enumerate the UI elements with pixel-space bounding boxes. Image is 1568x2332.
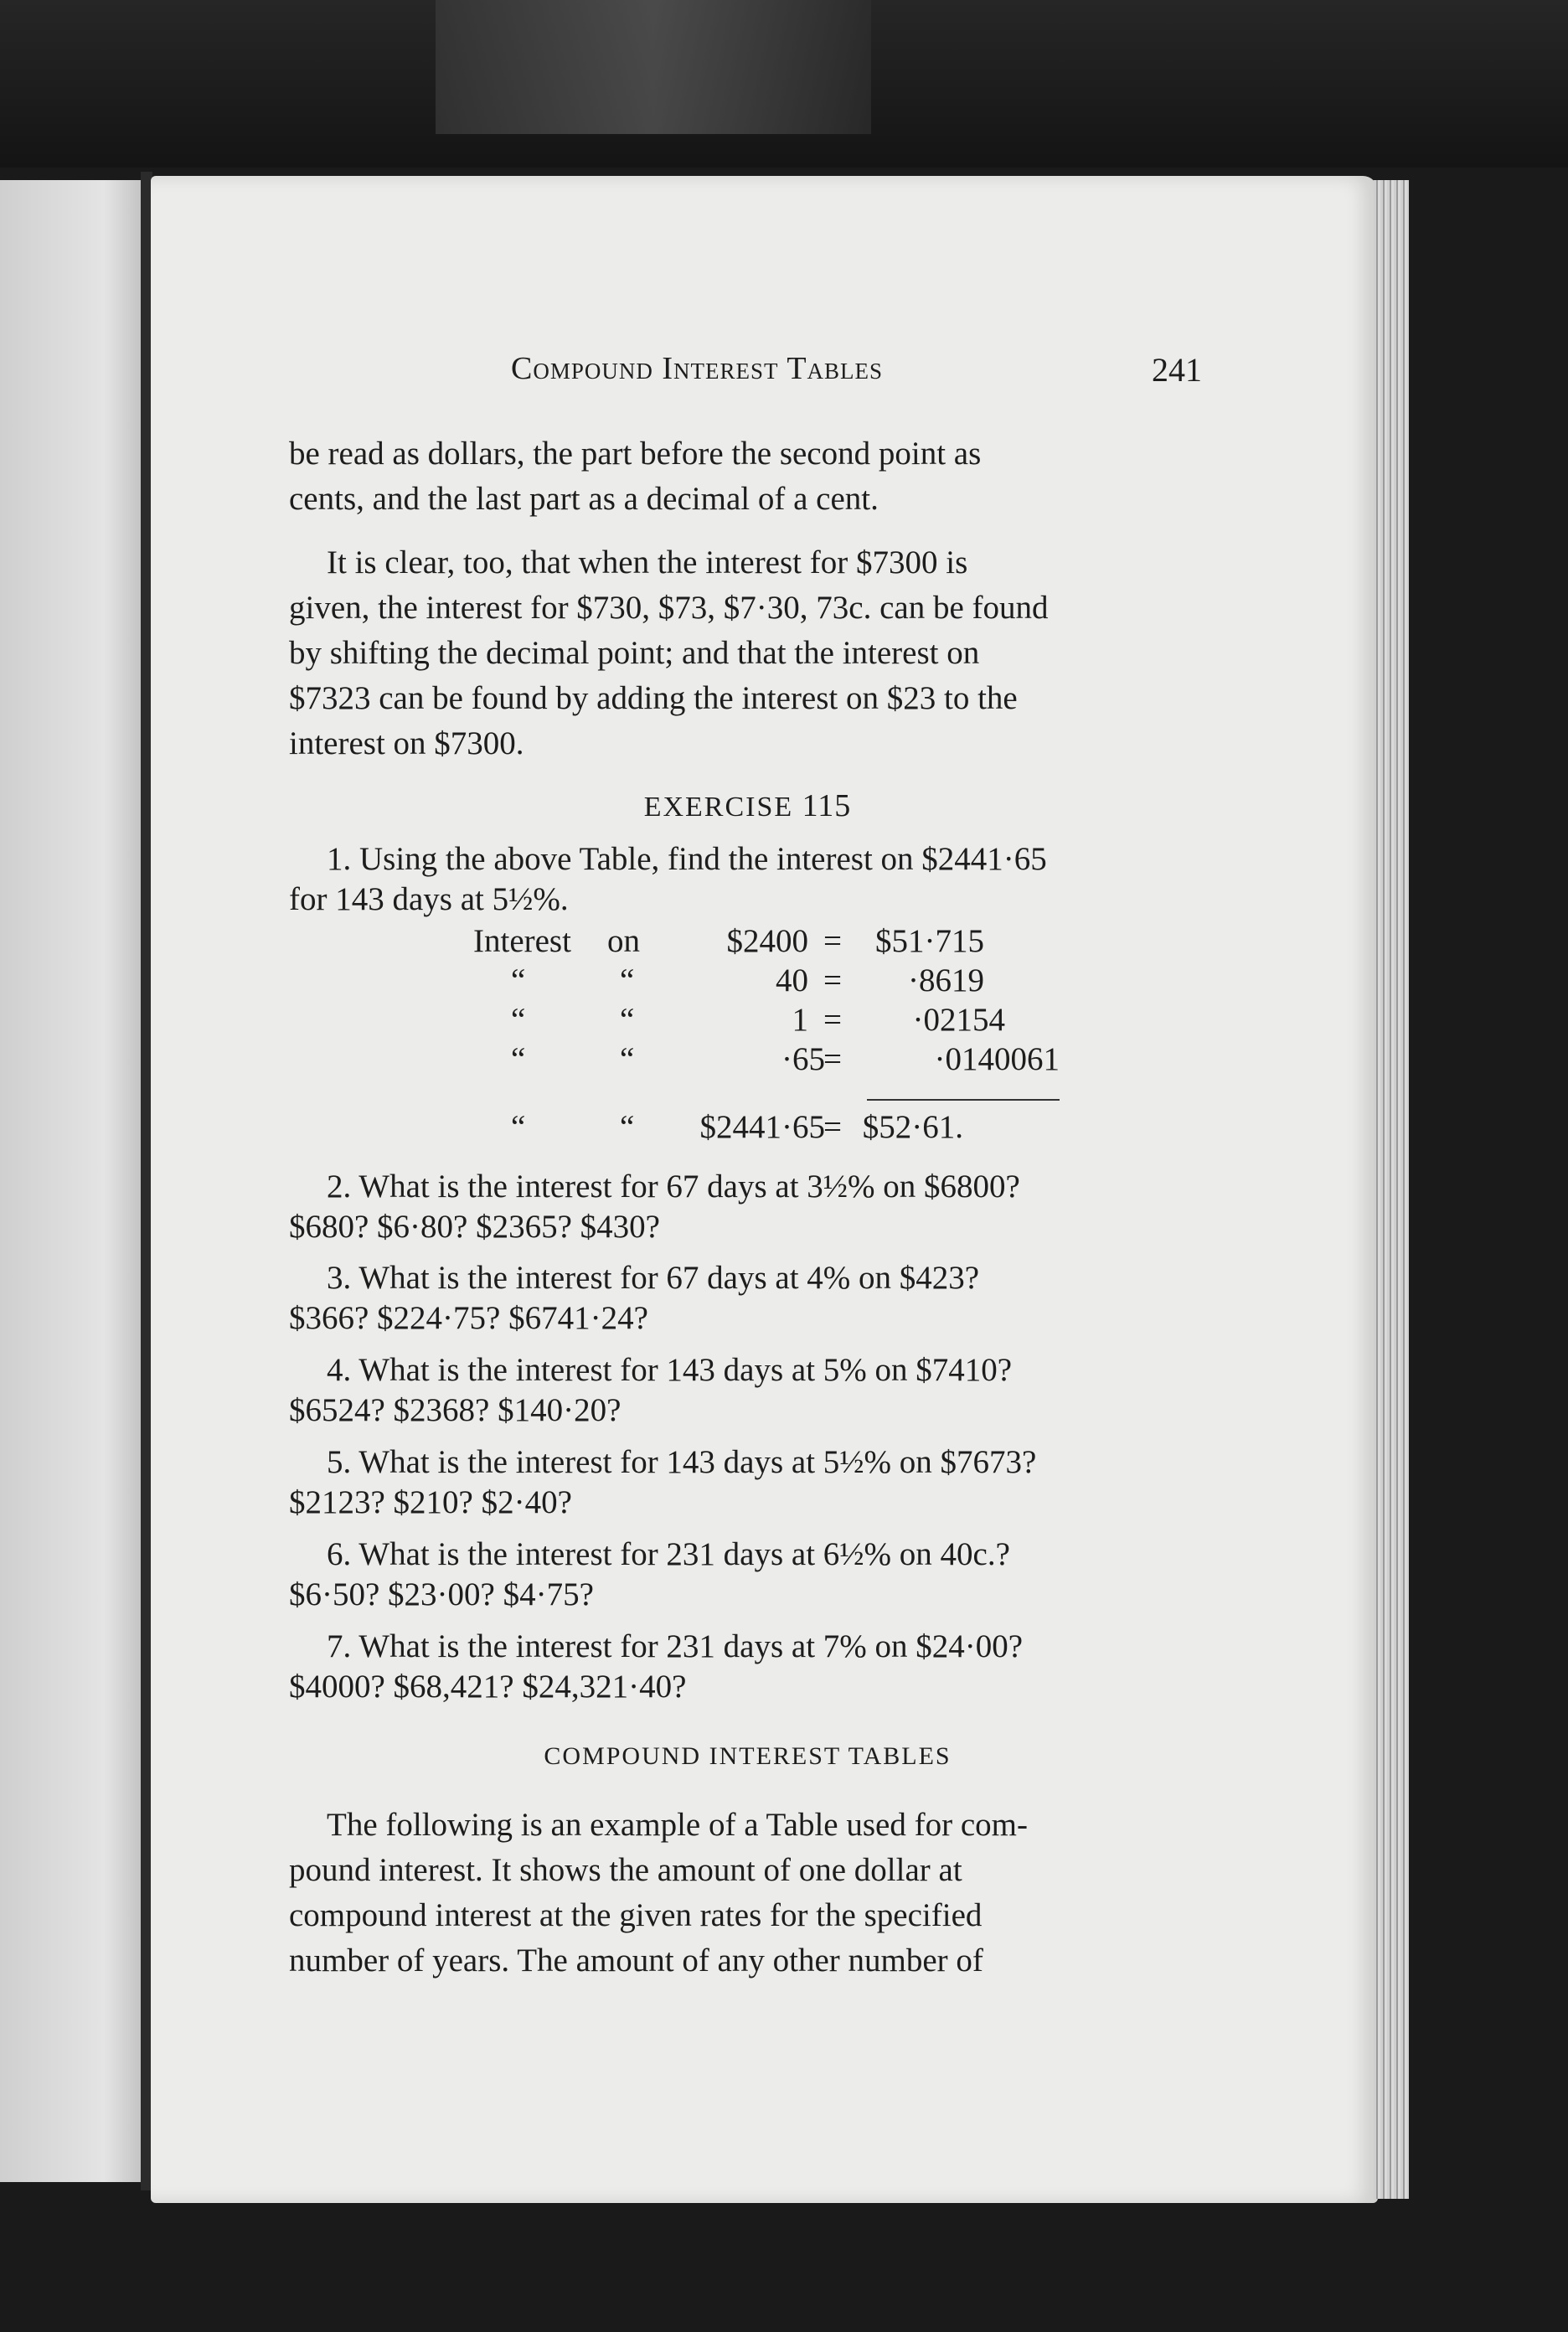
problem-4 <box>289 1350 1206 1431</box>
text-line: 1. Using the above Table, find the interest on $2441·65 <box>327 841 1047 877</box>
text-line: pound interest. It shows the amount of one dollar at <box>289 1852 962 1888</box>
text-line: $7323 can be found by adding the interest on $23 to the <box>289 680 1018 716</box>
text-line: 3. What is the interest for 67 days at 4% on $423? <box>327 1260 980 1296</box>
problem-2 <box>289 1167 1206 1247</box>
problem-5 <box>289 1442 1206 1523</box>
ditto-mark: “ <box>620 962 635 998</box>
text-line: $6524? $2368? $140·20? <box>289 1392 622 1428</box>
book-binding <box>436 0 871 134</box>
calc-result: ·02154 <box>912 1002 1005 1038</box>
text-line: compound interest at the given rates for the specified <box>289 1897 983 1933</box>
text-line: $680? $6·80? $2365? $430? <box>289 1209 660 1245</box>
calc-row <box>473 961 1060 1000</box>
text-line: cents, and the last part as a decimal of a cent. <box>289 481 879 517</box>
text-line: The following is an example of a Table used for com- <box>327 1807 1028 1843</box>
calc-result: ·0140061 <box>934 1041 1060 1077</box>
calc-amount: $2400 <box>726 923 808 959</box>
calc-equals: = <box>823 1002 842 1038</box>
ditto-mark: “ <box>511 1002 526 1038</box>
calc-row <box>473 921 1060 961</box>
calc-total-row <box>473 1107 1060 1147</box>
intro-paragraph <box>289 431 1206 522</box>
text-line: $2123? $210? $2·40? <box>289 1484 572 1520</box>
text-line: be read as dollars, the part before the second point as <box>289 436 982 472</box>
page-number: 241 <box>1152 351 1202 389</box>
calc-result: $51·715 <box>875 923 984 959</box>
problem-7 <box>289 1627 1206 1707</box>
text-line: interest on $7300. <box>289 725 524 761</box>
text-line: $366? $224·75? $6741·24? <box>289 1300 648 1336</box>
text-line: for 143 days at 5½%. <box>289 881 569 917</box>
text-line: 2. What is the interest for 67 days at 3½% on $6800? <box>327 1169 1020 1205</box>
calc-equals: = <box>823 923 842 959</box>
text-line: 7. What is the interest for 231 days at 7% on $24·00? <box>327 1628 1024 1664</box>
text-line: by shifting the decimal point; and that the interest on <box>289 635 980 671</box>
text-line: 5. What is the interest for 143 days at 5½% on $7673? <box>327 1444 1037 1480</box>
page-stack-edge <box>1374 180 1409 2199</box>
ditto-mark: “ <box>620 1002 635 1038</box>
calc-row <box>473 1040 1060 1079</box>
text-line: given, the interest for $730, $73, $7·30, 73c. can be found <box>289 590 1049 626</box>
problem-6 <box>289 1535 1206 1615</box>
worked-calculation <box>473 921 1060 1147</box>
calc-result: $52·61. <box>862 1109 963 1145</box>
running-head <box>289 350 1206 400</box>
ditto-mark: “ <box>620 1109 635 1145</box>
calc-amount: 40 <box>776 962 808 998</box>
exercise-heading <box>289 787 1206 824</box>
text-line: number of years. The amount of any other number of <box>289 1942 983 1979</box>
exercise-number: 115 <box>802 788 852 823</box>
ditto-mark: “ <box>620 1041 635 1077</box>
calc-amount: 1 <box>792 1002 808 1038</box>
paragraph-decimal-shift <box>289 540 1206 766</box>
calc-result: ·8619 <box>908 962 984 998</box>
ditto-mark: “ <box>511 1041 526 1077</box>
ditto-mark: “ <box>511 962 526 998</box>
calc-row <box>473 1000 1060 1040</box>
text-line: It is clear, too, that when the interest for $7300 is <box>327 544 968 580</box>
compound-interest-paragraph <box>289 1803 1206 1984</box>
text-line: 4. What is the interest for 143 days at 5% on $7410? <box>327 1352 1013 1388</box>
text-line: 6. What is the interest for 231 days at 6½% on 40c.? <box>327 1536 1010 1572</box>
calc-label: Interest <box>473 923 571 959</box>
calc-amount: $2441·65 <box>699 1109 825 1145</box>
problem-1 <box>289 839 1206 920</box>
calc-amount: ·65 <box>781 1041 825 1077</box>
calc-equals: = <box>823 1109 842 1145</box>
sum-rule <box>867 1099 1060 1101</box>
calc-equals: = <box>823 1041 842 1077</box>
text-line: $4000? $68,421? $24,321·40? <box>289 1669 687 1705</box>
running-title: Compound Interest Tables <box>511 351 884 386</box>
calc-equals: = <box>823 962 842 998</box>
facing-page-edge <box>0 180 149 2182</box>
ditto-mark: “ <box>511 1109 526 1145</box>
exercise-label: EXERCISE <box>643 792 794 823</box>
text-line: $6·50? $23·00? $4·75? <box>289 1576 594 1612</box>
calc-on: on <box>607 923 640 959</box>
section-heading: COMPOUND INTEREST TABLES <box>544 1742 952 1770</box>
problem-3 <box>289 1258 1206 1339</box>
